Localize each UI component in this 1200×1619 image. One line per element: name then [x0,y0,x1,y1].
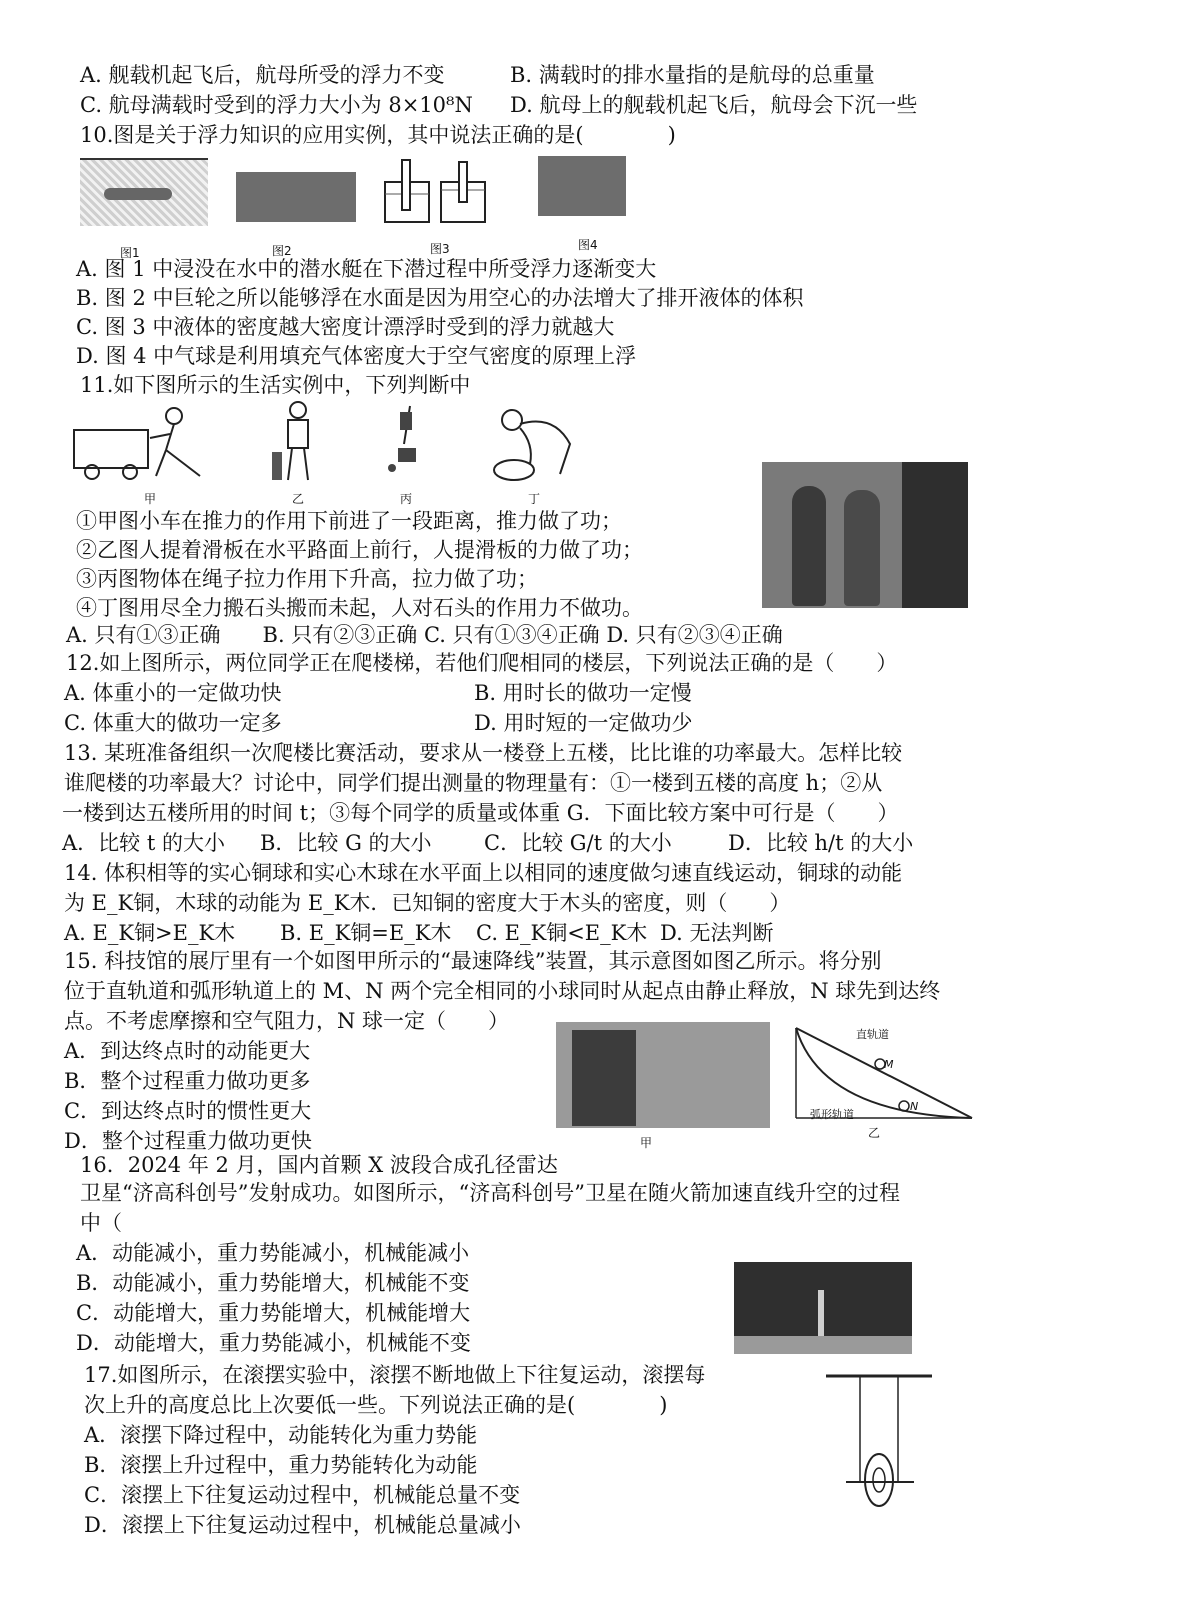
q11-options: A. 只有①③正确 B. 只有②③正确 C. 只有①③④正确 D. 只有②③④正确 [66,623,783,647]
q16-line-3: 中（ [80,1211,122,1235]
smoke-cloud [734,1336,912,1354]
q10-option-c: C. 图 3 中液体的密度越大密度计漂浮时受到的浮力就越大 [76,315,615,339]
q12-option-c: C. 体重大的做功一定多 [64,711,282,735]
q13-option-b: B．比较 G 的大小 [260,831,432,855]
q14-line-2: 为 E_K铜，木球的动能为 E_K木．已知铜的密度大于木头的密度，则（ ） [64,891,791,915]
stair-climbing-photo [762,462,968,608]
fig-yi-label: 乙 [292,492,305,506]
q12-stem: 12.如上图所示，两位同学正在爬楼梯，若他们爬相同的楼层，下列说法正确的是（ ） [66,651,898,675]
ball-n-label: N [910,1100,919,1113]
q12-option-d: D. 用时短的一定做功少 [474,711,693,735]
q11-statement-3: ③丙图物体在绳子拉力作用下升高，拉力做了功； [76,567,538,591]
student-one [792,486,826,606]
q11-statement-2: ②乙图人提着滑板在水平路面上前行，人提滑板的力做了功； [76,538,643,562]
device-frame [572,1030,636,1126]
q16-option-a: A．动能减小，重力势能减小，机械能减小 [76,1241,470,1265]
q15-line-3: 点。不考虑摩擦和空气阻力，N 球一定（ ） [64,1009,510,1033]
q15-line-1: 15. 科技馆的展厅里有一个如图甲所示的“最速降线”装置，其示意图如图乙所示。将分别 [64,949,882,973]
rope-lifting-figure [384,404,430,480]
rocket-launch-photo [734,1262,912,1354]
fig-jia-label: 甲 [144,492,157,506]
q9-option-b: B. 满载时的排水量指的是航母的总重量 [510,63,875,87]
q15-option-d: D．整个过程重力做功更快 [64,1129,312,1153]
q9-option-d: D. 航母上的舰载机起飞后，航母会下沉一些 [510,93,918,117]
maxwell-wheel-figure [824,1372,934,1512]
q14-option-a: A. E_K铜>E_K木 [64,921,236,945]
fig3-label: 图3 [430,242,450,256]
q17-line-1: 17.如图所示，在滚摆实验中，滚摆不断地做上下往复运动，滚摆每 [84,1363,706,1387]
q15-option-b: B．整个过程重力做功更多 [64,1069,311,1093]
q9-option-c: C. 航母满载时受到的浮力大小为 8×10⁸N [80,93,473,117]
q10-option-a: A. 图 1 中浸没在水中的潜水艇在下潜过程中所受浮力逐渐变大 [76,257,657,281]
q11-statement-4: ④丁图用尽全力搬石头搬而未起，人对石头的作用力不做功。 [76,596,643,620]
arc-track-label: 弧形轨道 [810,1108,854,1121]
cart-push-figure [70,404,220,482]
submarine-figure [80,158,208,226]
q14-option-c: C. E_K铜<E_K木 [476,921,648,945]
fig-ding-label: 丁 [528,492,541,506]
q15-option-c: C．到达终点时的惯性更大 [64,1099,312,1123]
fig2-label: 图2 [272,244,292,258]
fig-jia-caption: 甲 [640,1136,653,1150]
q16-option-b: B．动能减小，重力势能增大，机械能不变 [76,1271,470,1295]
q14-option-b: B. E_K铜=E_K木 [280,921,452,945]
rocket-plume [818,1290,824,1336]
q13-option-d: D．比较 h/t 的大小 [728,831,914,855]
q16-option-d: D．动能增大，重力势能减小，机械能不变 [76,1331,471,1355]
submarine-shape [104,188,172,200]
fig4-label: 图4 [578,238,598,252]
straight-track-label: 直轨道 [856,1028,889,1041]
q17-option-a: A．滚摆下降过程中，动能转化为重力势能 [84,1423,478,1447]
q13-option-a: A．比较 t 的大小 [62,831,225,855]
fig-bing-label: 丙 [400,492,413,506]
carrying-skateboard-figure [268,400,326,484]
student-two [844,490,880,606]
q13-option-c: C．比较 G/t 的大小 [484,831,672,855]
ball-m-label: M [884,1058,894,1071]
hydrometer-figure [383,158,489,224]
q12-option-a: A. 体重小的一定做功快 [64,681,282,705]
brachistochrone-photo [556,1022,770,1128]
fig-yi-caption: 乙 [868,1126,881,1140]
q14-line-1: 14. 体积相等的实心铜球和实心木球在水平面上以相同的速度做匀速直线运动，铜球的动能 [64,861,903,885]
q16-line-2: 卫星“济高科创号”发射成功。如图所示，“济高科创号”卫星在随火箭加速直线升空的过程 [80,1181,900,1205]
q15-option-a: A．到达终点时的动能更大 [64,1039,311,1063]
staircase-wall [902,462,968,608]
q15-line-2: 位于直轨道和弧形轨道上的 M、N 两个完全相同的小球同时从起点由静止释放，N 球先到达终 [64,979,941,1003]
q17-option-d: D．滚摆上下往复运动过程中，机械能总量减小 [84,1513,521,1537]
q16-option-c: C．动能增大，重力势能增大，机械能增大 [76,1301,471,1325]
q17-line-2: 次上升的高度总比上次要低一些。下列说法正确的是( ) [84,1393,668,1417]
ship-photo [236,172,356,222]
q10-option-b: B. 图 2 中巨轮之所以能够浮在水面是因为用空心的办法增大了排开液体的体积 [76,286,804,310]
q13-line-1: 13. 某班准备组织一次爬楼比赛活动，要求从一楼登上五楼，比比谁的功率最大。怎样比较 [64,741,903,765]
q14-option-d: D. 无法判断 [660,921,774,945]
q10-option-d: D. 图 4 中气球是利用填充气体密度大于空气密度的原理上浮 [76,344,637,368]
q17-option-c: C．滚摆上下往复运动过程中，机械能总量不变 [84,1483,521,1507]
q13-line-3: 一楼到达五楼所用的时间 t；③每个同学的质量或体重 G．下面比较方案中可行是（ ） [62,801,899,825]
q16-line-1: 16．2024 年 2 月，国内首颗 X 波段合成孔径雷达 [80,1153,558,1177]
fig1-label: 图1 [120,246,140,260]
q9-option-a: A. 舰载机起飞后，航母所受的浮力不变 [80,63,445,87]
q10-stem: 10.图是关于浮力知识的应用实例，其中说法正确的是( ) [80,123,676,147]
balloon-photo [538,156,626,216]
q11-statement-1: ①甲图小车在推力的作用下前进了一段距离，推力做了功； [76,509,622,533]
q13-line-2: 谁爬楼的功率最大？讨论中，同学们提出测量的物理量有：①一楼到五楼的高度 h；②从 [64,771,883,795]
q17-option-b: B．滚摆上升过程中，重力势能转化为动能 [84,1453,478,1477]
lifting-stone-figure [474,404,584,484]
q11-stem: 11.如下图所示的生活实例中，下列判断中 [80,373,471,397]
q12-option-b: B. 用时长的做功一定慢 [474,681,692,705]
